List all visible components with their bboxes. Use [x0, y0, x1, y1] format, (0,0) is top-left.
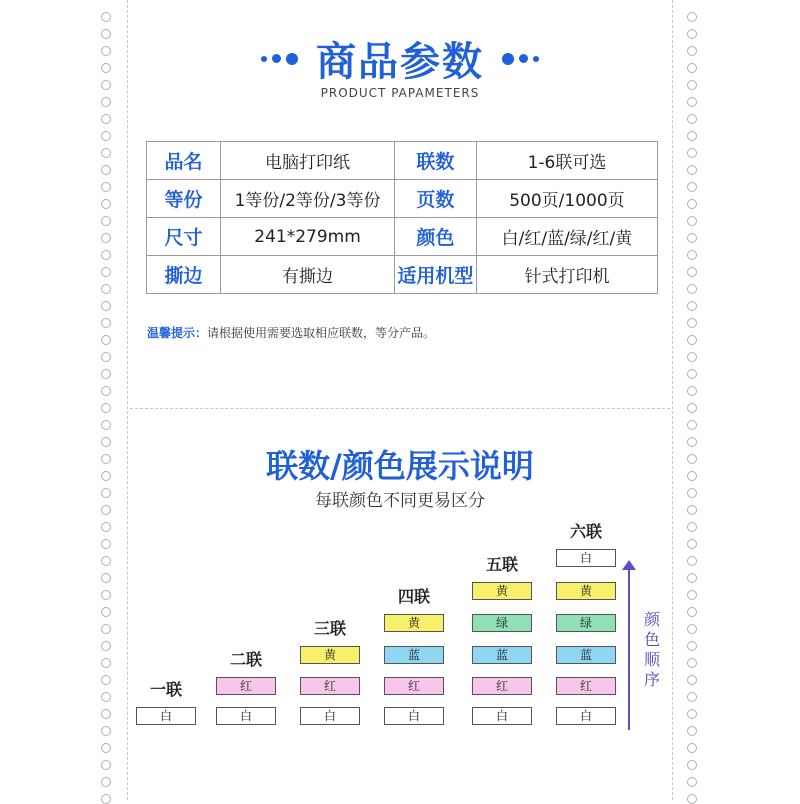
- table-row: [147, 142, 658, 180]
- feed-hole-icon: [687, 777, 697, 787]
- feed-hole-icon: [101, 403, 111, 413]
- feed-hole-icon: [687, 760, 697, 770]
- feed-hole-icon: [101, 318, 111, 328]
- order-arrow-line: [628, 566, 630, 730]
- feed-hole-icon: [687, 403, 697, 413]
- feed-hole-icon: [101, 182, 111, 192]
- feed-hole-icon: [101, 675, 111, 685]
- params-table: [146, 141, 658, 294]
- feed-hole-icon: [687, 199, 697, 209]
- up-arrow-icon: [622, 560, 636, 570]
- column-label: 二联: [229, 650, 262, 669]
- colors-section-subtitle: 每联颜色不同更易区分: [315, 491, 485, 511]
- color-swatch: 黄: [472, 582, 532, 600]
- feed-hole-icon: [101, 777, 111, 787]
- feed-hole-icon: [687, 675, 697, 685]
- feed-hole-icon: [687, 284, 697, 294]
- feed-hole-icon: [687, 335, 697, 345]
- color-swatch: 红: [384, 677, 444, 695]
- feed-hole-icon: [101, 590, 111, 600]
- param-key: 页数: [394, 180, 476, 218]
- feed-hole-icon: [101, 267, 111, 277]
- column-label: 五联: [485, 555, 518, 574]
- param-value: 1-6联可选: [476, 142, 657, 180]
- color-swatch: 白: [472, 707, 532, 725]
- feed-hole-icon: [687, 233, 697, 243]
- feed-hole-icon: [687, 692, 697, 702]
- feed-hole-icon: [101, 335, 111, 345]
- color-swatch: 红: [216, 677, 276, 695]
- tip-note: [147, 324, 435, 341]
- feed-hole-icon: [687, 709, 697, 719]
- feed-hole-icon: [101, 165, 111, 175]
- right-perforation-line: [672, 0, 673, 800]
- feed-hole-icon: [687, 590, 697, 600]
- feed-hole-icon: [687, 12, 697, 22]
- feed-hole-icon: [687, 165, 697, 175]
- feed-hole-icon: [101, 148, 111, 158]
- param-key: 品名: [147, 142, 221, 180]
- param-value: 500页/1000页: [476, 180, 657, 218]
- feed-hole-icon: [101, 641, 111, 651]
- decorative-dots-left-icon: [261, 53, 298, 65]
- param-key: 尺寸: [147, 218, 221, 256]
- feed-hole-icon: [687, 658, 697, 668]
- feed-hole-icon: [101, 386, 111, 396]
- table-row: [147, 180, 658, 218]
- feed-hole-icon: [101, 199, 111, 209]
- right-tractor-strip: [682, 0, 704, 800]
- feed-hole-icon: [687, 318, 697, 328]
- feed-hole-icon: [101, 539, 111, 549]
- color-swatch: 白: [556, 707, 616, 725]
- color-swatch: 红: [472, 677, 532, 695]
- color-swatch: 白: [136, 707, 196, 725]
- feed-hole-icon: [101, 284, 111, 294]
- column-label: 四联: [397, 587, 430, 606]
- feed-hole-icon: [101, 573, 111, 583]
- color-swatch: 白: [216, 707, 276, 725]
- feed-hole-icon: [687, 573, 697, 583]
- table-row: [147, 256, 658, 294]
- param-key: 撕边: [147, 256, 221, 294]
- params-header: [0, 30, 800, 87]
- feed-hole-icon: [687, 607, 697, 617]
- feed-hole-icon: [101, 743, 111, 753]
- feed-hole-icon: [687, 114, 697, 124]
- feed-hole-icon: [687, 216, 697, 226]
- color-swatch: 蓝: [384, 646, 444, 664]
- feed-hole-icon: [687, 369, 697, 379]
- column-label: 一联: [149, 680, 182, 699]
- param-key: 等份: [147, 180, 221, 218]
- feed-hole-icon: [101, 760, 111, 770]
- color-swatch: 红: [556, 677, 616, 695]
- feed-hole-icon: [687, 522, 697, 532]
- feed-hole-icon: [687, 250, 697, 260]
- feed-hole-icon: [101, 420, 111, 430]
- color-order-label: 颜色顺序: [643, 610, 660, 689]
- color-swatch: 绿: [472, 614, 532, 632]
- param-value: 1等份/2等份/3等份: [221, 180, 395, 218]
- feed-hole-icon: [687, 420, 697, 430]
- page-subtitle: PRODUCT PAPAMETERS: [320, 86, 480, 100]
- feed-hole-icon: [101, 709, 111, 719]
- tip-label: 温馨提示：: [147, 326, 208, 340]
- color-swatch: 黄: [300, 646, 360, 664]
- tip-text: 请根据使用需要选取相应联数，等分产品。: [207, 326, 436, 340]
- page-tear-line: [130, 408, 670, 409]
- feed-hole-icon: [101, 522, 111, 532]
- color-swatch: 黄: [556, 582, 616, 600]
- feed-hole-icon: [687, 182, 697, 192]
- feed-hole-icon: [687, 556, 697, 566]
- color-swatch: 蓝: [472, 646, 532, 664]
- page-title: 商品参数: [316, 39, 484, 85]
- feed-hole-icon: [101, 233, 111, 243]
- feed-hole-icon: [101, 352, 111, 362]
- feed-hole-icon: [687, 352, 697, 362]
- left-tractor-strip: [96, 0, 118, 800]
- feed-hole-icon: [101, 369, 111, 379]
- param-key: 颜色: [394, 218, 476, 256]
- feed-hole-icon: [687, 539, 697, 549]
- feed-hole-icon: [101, 726, 111, 736]
- feed-hole-icon: [687, 641, 697, 651]
- feed-hole-icon: [101, 131, 111, 141]
- feed-hole-icon: [101, 301, 111, 311]
- feed-hole-icon: [687, 148, 697, 158]
- color-swatch: 蓝: [556, 646, 616, 664]
- feed-hole-icon: [687, 624, 697, 634]
- feed-hole-icon: [101, 250, 111, 260]
- param-value: 有撕边: [221, 256, 395, 294]
- feed-hole-icon: [101, 114, 111, 124]
- param-key: 联数: [394, 142, 476, 180]
- feed-hole-icon: [687, 131, 697, 141]
- color-swatch: 白: [300, 707, 360, 725]
- param-value: 针式打印机: [476, 256, 657, 294]
- feed-hole-icon: [101, 216, 111, 226]
- feed-hole-icon: [101, 556, 111, 566]
- feed-hole-icon: [101, 658, 111, 668]
- color-swatch: 红: [300, 677, 360, 695]
- feed-hole-icon: [687, 267, 697, 277]
- feed-hole-icon: [687, 301, 697, 311]
- feed-hole-icon: [687, 726, 697, 736]
- param-value: 电脑打印纸: [221, 142, 395, 180]
- feed-hole-icon: [101, 607, 111, 617]
- color-swatch: 绿: [556, 614, 616, 632]
- color-swatch: 黄: [384, 614, 444, 632]
- decorative-dots-right-icon: [502, 53, 539, 65]
- feed-hole-icon: [101, 794, 111, 804]
- feed-hole-icon: [101, 692, 111, 702]
- param-key: 适用机型: [394, 256, 476, 294]
- color-swatch: 白: [556, 549, 616, 567]
- feed-hole-icon: [687, 386, 697, 396]
- feed-hole-icon: [101, 12, 111, 22]
- column-label: 六联: [569, 522, 602, 541]
- feed-hole-icon: [101, 624, 111, 634]
- feed-hole-icon: [687, 743, 697, 753]
- feed-hole-icon: [687, 794, 697, 804]
- param-value: 白/红/蓝/绿/红/黄: [476, 218, 657, 256]
- column-label: 三联: [313, 619, 346, 638]
- table-row: [147, 218, 658, 256]
- colors-section-title: 联数/颜色展示说明: [266, 447, 534, 485]
- color-swatch: 白: [384, 707, 444, 725]
- param-value: 241*279mm: [221, 218, 395, 256]
